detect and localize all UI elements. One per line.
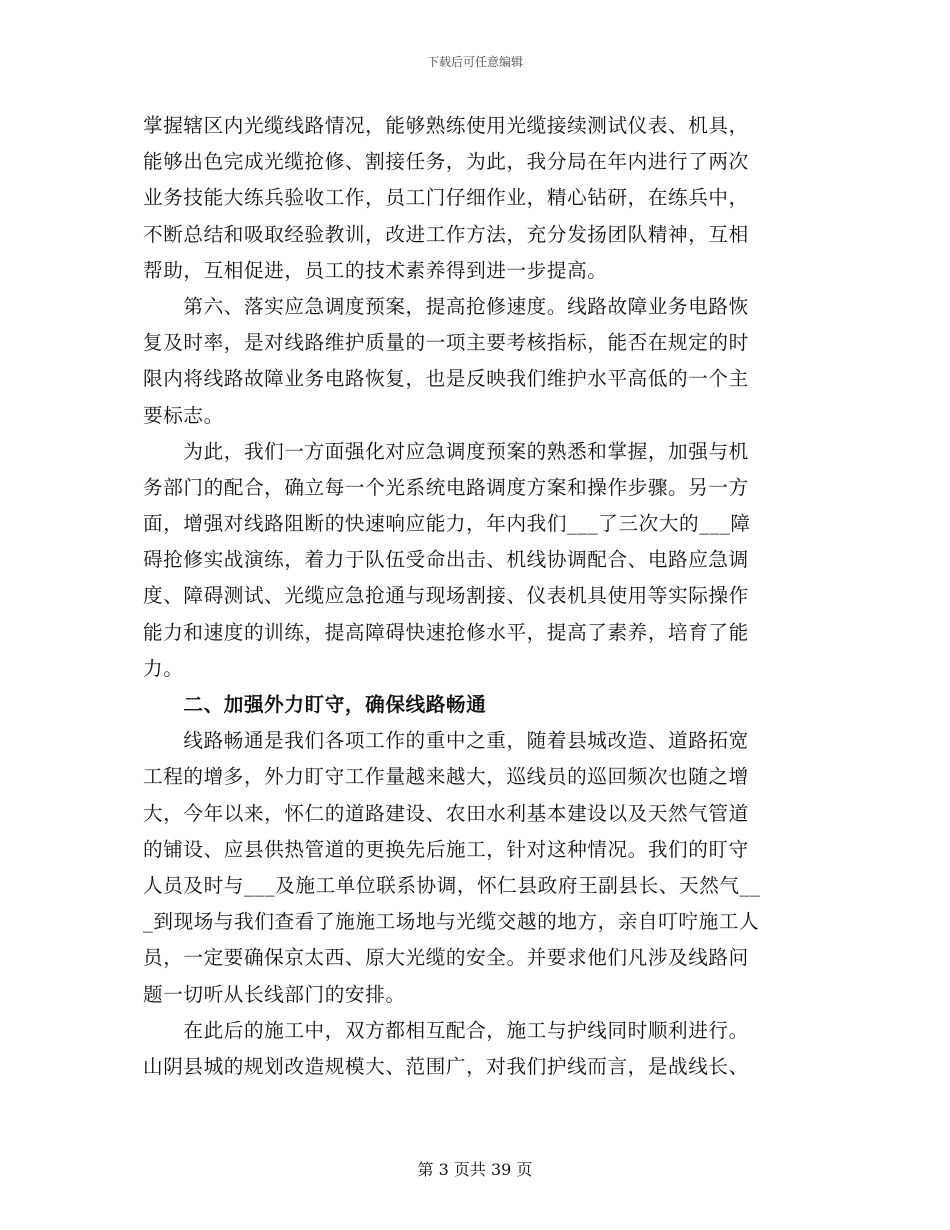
text-line: 度、障碍测试、光缆应急抢通与现场割接、仪表机具使用等实际操作 — [143, 584, 749, 608]
text-line: 能够出色完成光缆抢修、割接任务，为此，我分局在年内进行了两次 — [143, 150, 749, 174]
text-line: _到现场与我们查看了施施工场地与光缆交越的地方，亲自叮咛施工人 — [143, 910, 760, 934]
text-line: 业务技能大练兵验收工作，员工门仔细作业，精心钻研，在练兵中， — [143, 186, 749, 210]
text-line: 山阴县城的规划改造规模大、范围广，对我们护线而言，是战线长、 — [143, 1054, 749, 1078]
body-text — [143, 108, 803, 1085]
section-heading: 二、加强外力盯守，确保线路畅通 — [143, 693, 487, 716]
text-line: 掌握辖区内光缆线路情况，能够熟练使用光缆接续测试仪表、机具， — [143, 114, 749, 137]
text-line: 的铺设、应县供热管道的更换先后施工，针对这种情况。我们的盯守 — [143, 837, 749, 861]
text-line: 力。 — [143, 656, 184, 680]
text-line: 大，今年以来，怀仁的道路建设、农田水利基本建设以及天然气管道 — [143, 801, 749, 825]
text-line: 能力和速度的训练，提高障碍快速抢修水平，提高了素养，培育了能 — [143, 620, 749, 644]
text-line: 复及时率，是对线路维护质量的一项主要考核指标，能否在规定的时 — [143, 331, 749, 355]
text-line: 第六、落实应急调度预案，提高抢修速度。线路故障业务电路恢 — [143, 294, 749, 318]
text-line: 要标志。 — [143, 403, 224, 427]
text-line: 员，一定要确保京太西、原大光缆的安全。并要求他们凡涉及线路问 — [143, 946, 749, 970]
text-line: 为此，我们一方面强化对应急调度预案的熟悉和掌握，加强与机 — [143, 439, 749, 463]
text-line: 限内将线路故障业务电路恢复，也是反映我们维护水平高低的一个主 — [143, 367, 749, 391]
text-line: 务部门的配合，确立每一个光系统电路调度方案和操作步骤。另一方 — [143, 475, 749, 499]
text-line: 人员及时与___及施工单位联系协调，怀仁县政府王副县长、天然气__ — [143, 873, 761, 897]
text-line: 题一切听从长线部门的安排。 — [143, 982, 406, 1006]
text-line: 在此后的施工中，双方都相互配合，施工与护线同时顺利进行。 — [143, 1018, 749, 1042]
text-line: 帮助，互相促进，员工的技术素养得到进一步提高。 — [143, 258, 608, 282]
text-line: 面，增强对线路阻断的快速响应能力，年内我们___了三次大的___障 — [143, 512, 751, 536]
text-line: 碍抢修实战演练，着力于队伍受命出击、机线协调配合、电路应急调 — [143, 548, 749, 572]
text-line: 工程的增多，外力盯守工作量越来越大，巡线员的巡回频次也随之增 — [143, 765, 749, 789]
text-line: 不断总结和吸取经验教训，改进工作方法，充分发扬团队精神，互相 — [143, 222, 749, 246]
text-line: 线路畅通是我们各项工作的重中之重，随着县城改造、道路拓宽 — [143, 729, 749, 753]
page-footer: 第 3 页共 39 页 — [417, 1160, 533, 1179]
page-header: 下载后可任意编辑 — [426, 55, 523, 69]
